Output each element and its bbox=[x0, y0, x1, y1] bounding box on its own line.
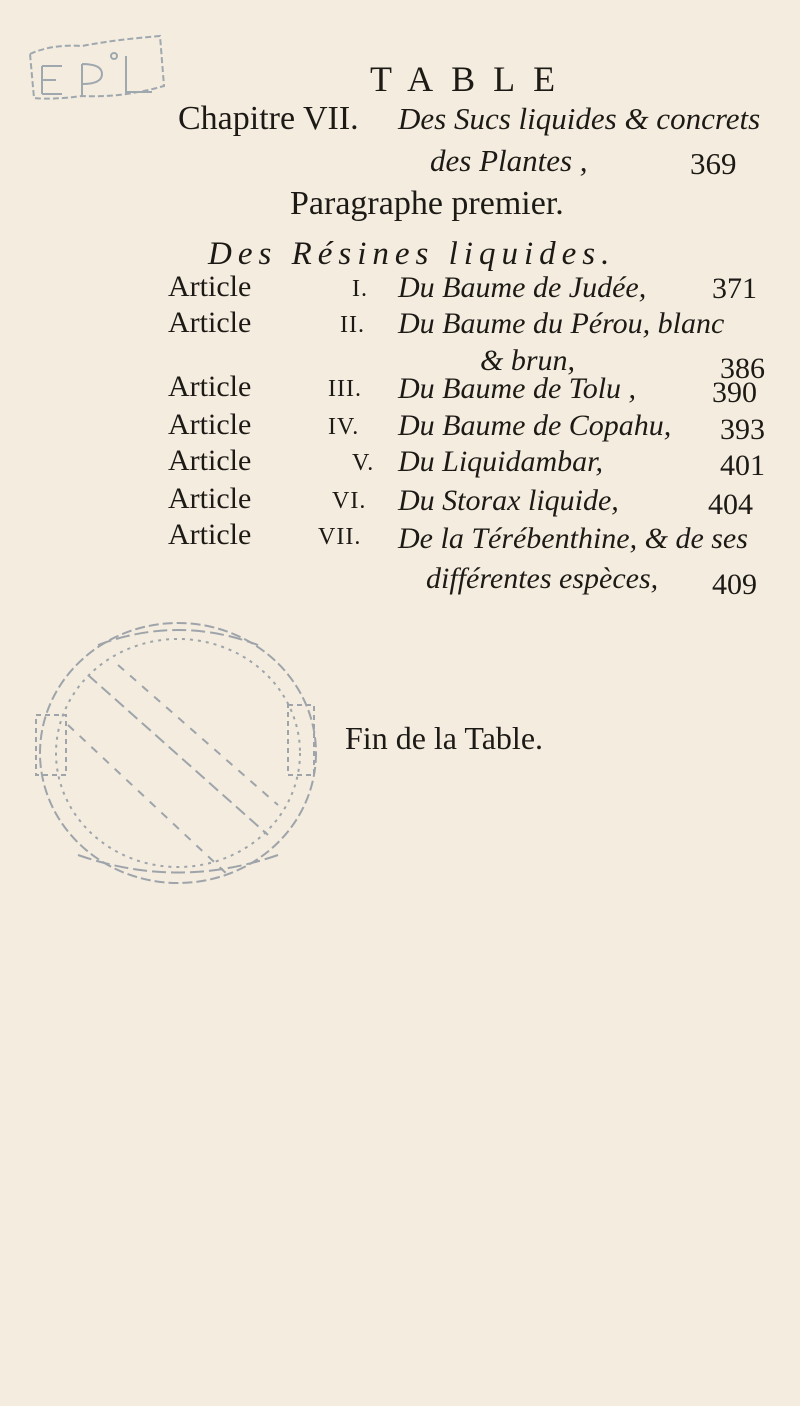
article-title: Du Baume de Tolu , bbox=[398, 372, 637, 405]
article-title: Du Baume de Judée, bbox=[398, 271, 647, 304]
pharmacie-seal-icon bbox=[28, 605, 328, 895]
library-stamp-icon bbox=[22, 26, 172, 106]
chapter-label: Chapitre VII. bbox=[178, 100, 359, 137]
article-page-number: 404 bbox=[708, 488, 753, 521]
chapter-page-number: 369 bbox=[690, 146, 737, 181]
article-number: IV. bbox=[328, 414, 360, 440]
article-title: Du Baume du Pérou, blanc bbox=[398, 307, 725, 340]
article-page-number: 409 bbox=[712, 568, 757, 601]
article-label: Article bbox=[168, 444, 252, 477]
article-number: VII. bbox=[318, 524, 362, 550]
article-page-number: 401 bbox=[720, 449, 765, 482]
article-label: Article bbox=[168, 306, 252, 339]
article-title: De la Térébenthine, & de ses bbox=[398, 522, 748, 555]
page-header: TABLE bbox=[370, 59, 574, 99]
article-label: Article bbox=[168, 370, 252, 403]
chapter-title-line-2: des Plantes , bbox=[430, 143, 588, 178]
article-number: II. bbox=[340, 312, 365, 338]
article-title-continuation: & brun, bbox=[480, 344, 576, 377]
section-heading: Des Résines liquides. bbox=[208, 236, 616, 272]
article-label: Article bbox=[168, 518, 252, 551]
article-number: VI. bbox=[332, 488, 367, 514]
article-page-number: 393 bbox=[720, 413, 765, 446]
paragraph-heading: Paragraphe premier. bbox=[290, 185, 564, 222]
article-number: I. bbox=[352, 276, 368, 302]
article-number: III. bbox=[328, 376, 362, 402]
article-title-continuation: différentes espèces, bbox=[426, 562, 659, 595]
article-number: V. bbox=[352, 450, 375, 476]
article-title: Du Baume de Copahu, bbox=[398, 409, 672, 442]
chapter-title-line-1: Des Sucs liquides & concrets bbox=[398, 101, 761, 136]
article-title: Du Storax liquide, bbox=[398, 484, 619, 517]
article-page-number: 386 bbox=[720, 352, 765, 385]
article-title: Du Liquidambar, bbox=[398, 445, 604, 478]
article-page-number: 371 bbox=[712, 272, 757, 305]
article-page-number: 390 bbox=[712, 376, 757, 409]
article-label: Article bbox=[168, 270, 252, 303]
closing-text: Fin de la Table. bbox=[345, 720, 544, 756]
article-label: Article bbox=[168, 482, 252, 515]
article-label: Article bbox=[168, 408, 252, 441]
